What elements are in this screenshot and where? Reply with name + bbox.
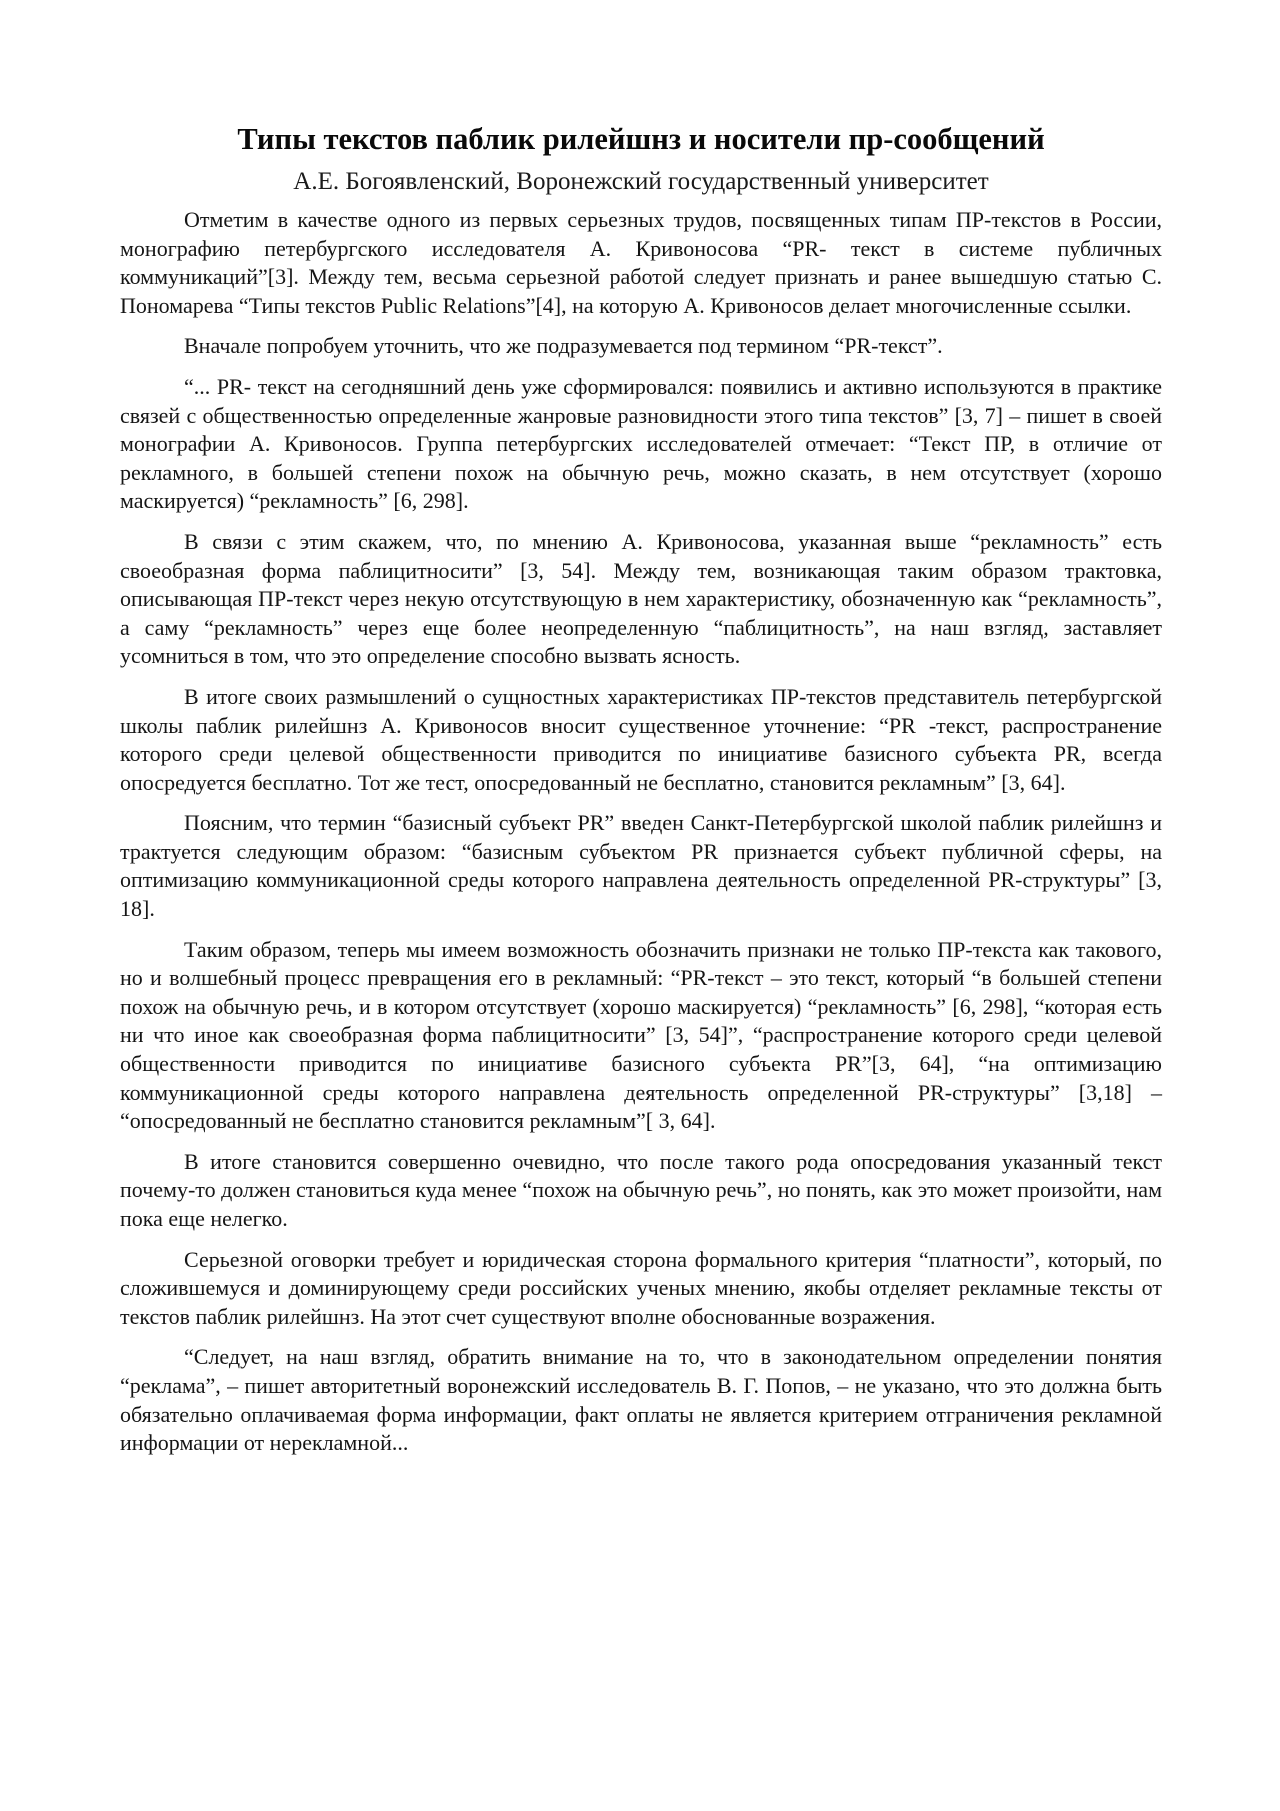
body-paragraph-9: Серьезной оговорки требует и юридическая сторона формального критерия “платности”, который, по сложившемуся и доминирующему среди российских ученых мнению, якобы отделяет рекламные тексты от текстов паблик рилейшнз. На этот счет существуют вполне обоснованные возражения.: [120, 1246, 1162, 1329]
document-title: Типы текстов паблик рилейшнз и носители пр-сообщений: [237, 122, 1045, 156]
body-paragraph-7: Таким образом, теперь мы имеем возможность обозначить признаки не только ПР-текста как такового, но и волшебный процесс превращения его в рекламный: “PR-текст – это текст, который “в большей степени похож на обычную речь, и в котором отсутствует (хорошо маскируется) “рекламность” [6, 298], “которая есть ни что иное как своеобразная форма паблицитносити” [3, 54]”, “распространение которого среди целевой общественности приводится по инициативе базисного субъекта PR”[3, 64], “на оптимизацию коммуникационной среды которого направлена деятельность определенной PR-структуры” [3,18] – “опосредованный не бесплатно становится рекламным”[ 3, 64].: [120, 936, 1162, 1134]
body-paragraph-6: Поясним, что термин “базисный субъект PR” введен Санкт-Петербургской школой паблик рилейшнз и трактуется следующим образом: “базисным субъектом PR признается субъект публичной сферы, на оптимизацию коммуникационной среды которого направлена деятельность определенной PR-структуры” [3, 18].: [120, 810, 1162, 922]
body-paragraph-10: “Следует, на наш взгляд, обратить внимание на то, что в законодательном определении понятия “реклама”, – пишет авторитетный воронежский исследователь В. Г. Попов, – не указано, что это должна быть обязательно оплачиваемая форма информации, факт оплаты не является критерием отграничения рекламной информации от нерекламной...: [120, 1344, 1162, 1456]
body-paragraph-5: В итоге своих размышлений о сущностных характеристиках ПР-текстов представитель петербургской школы паблик рилейшнз А. Кривоносов вносит существенное уточнение: “PR -текст, распространение которого среди целевой общественности приводится по инициативе базисного субъекта PR, всегда опосредуется бесплатно. Тот же тест, опосредованный не бесплатно, становится рекламным” [3, 64].: [120, 683, 1162, 795]
body-paragraph-1: Отметим в качестве одного из первых серьезных трудов, посвященных типам ПР-текстов в России, монографию петербургского исследователя А. Кривоносова “PR- текст в системе публичных коммуникаций”[3]. Между тем, весьма серьезной работой следует признать и ранее вышедшую статью С. Пономарева “Типы текстов Public Relations”[4], на которую А. Кривоносов делает многочисленные ссылки.: [120, 207, 1162, 318]
body-paragraph-4: В связи с этим скажем, что, по мнению А. Кривоносова, указанная выше “рекламность” есть своеобразная форма паблицитносити” [3, 54]. Между тем, возникающая таким образом трактовка, описывающая ПР-текст через некую отсутствующую в нем характеристику, обозначенную как “рекламность”, а саму “рекламность” через еще более неопределенную “паблицитность”, на наш взгляд, заставляет усомниться в том, что это определение способно вызвать ясность.: [120, 528, 1162, 669]
body-paragraph-2: Вначале попробуем уточнить, что же подразумевается под термином “PR-текст”.: [184, 333, 943, 359]
document-page: [120, 118, 1162, 1470]
body-paragraph-3: “... PR- текст на сегодняшний день уже сформировался: появились и активно используются в практике связей с общественностью определенные жанровые разновидности этого типа текстов” [3, 7] – пишет в своей монографии А. Кривоносов. Группа петербургских исследователей отмечает: “Текст ПР, в отличие от рекламного, в большей степени похож на обычную речь, можно сказать, в нем отсутствует (хорошо маскируется) “рекламность” [6, 298].: [120, 373, 1162, 514]
body-paragraph-8: В итоге становится совершенно очевидно, что после такого рода опосредования указанный текст почему-то должен становиться куда менее “похож на обычную речь”, но понять, как это может произойти, нам пока еще нелегко.: [120, 1148, 1162, 1231]
document-author: А.Е. Богоявленский, Воронежский государственный университет: [293, 168, 989, 195]
